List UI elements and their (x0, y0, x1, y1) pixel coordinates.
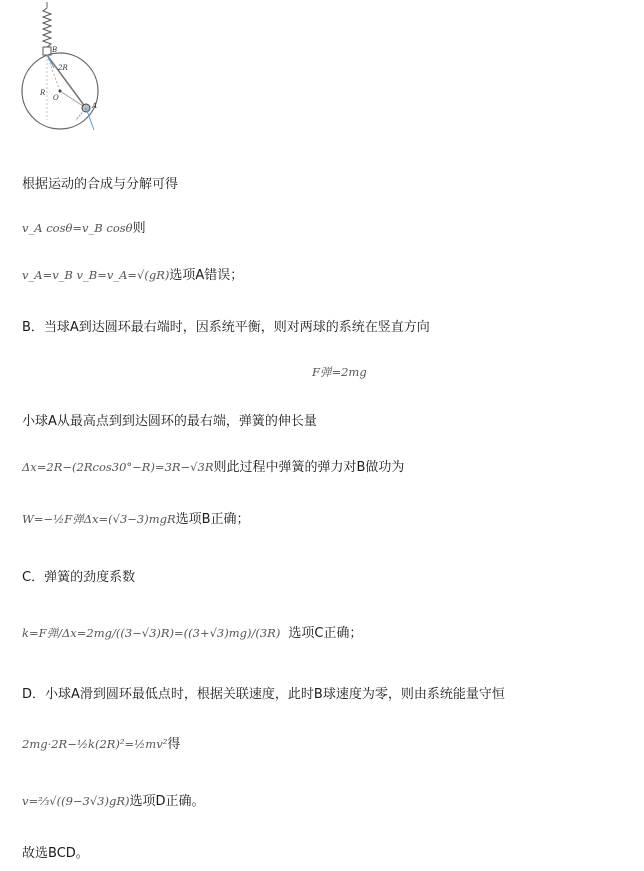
label-r: R (40, 89, 46, 97)
equation: v_A cosθ=v_B cosθ (22, 221, 133, 235)
equation-line-13 (22, 790, 205, 809)
equation-line-7 (22, 456, 404, 475)
label-2r: 2R (58, 64, 68, 72)
text-line-11: D．小球A滑到圆环最低点时，根据关联速度，此时B球速度为零，则由系统能量守恒 (22, 687, 505, 702)
equation: 2mg·2R−½k(2R)²=½mv² (22, 737, 168, 751)
physics-figure (14, 0, 144, 140)
equation: k=F弹/Δx=2mg/((3−√3)R)=((3+√3)mg)/(3R) (22, 626, 281, 640)
equation-line-2 (22, 217, 146, 236)
label-b: B (52, 46, 58, 54)
text: 得 (167, 737, 181, 752)
label-a: A (92, 102, 98, 110)
label-o: O (53, 94, 59, 102)
equation-line-5 (312, 364, 367, 380)
text: 选项B正确； (175, 512, 250, 527)
text: 选项D正确。 (129, 794, 205, 809)
text-line-14: 故选BCD。 (22, 846, 89, 861)
text-line-4: B．当球A到达圆环最右端时，因系统平衡，则对两球的系统在竖直方向 (22, 320, 430, 335)
equation: Δx=2R−(2Rcos30°−R)=3R−√3R (22, 460, 214, 474)
equation-line-3 (22, 264, 243, 283)
text: 则 (132, 221, 146, 236)
equation: v_A=v_B v_B=v_A=√(gR) (22, 268, 170, 282)
equation-line-10 (22, 622, 362, 641)
equation: F弹=2mg (312, 365, 367, 379)
text-line-1: 根据运动的合成与分解可得 (22, 177, 179, 192)
spring (43, 8, 51, 47)
equation-line-12 (22, 733, 180, 752)
equation-line-8 (22, 508, 250, 527)
text-line-9: C．弹簧的劲度系数 (22, 570, 136, 585)
equation: W=−½F弹Δx=(√3−3)mgR (22, 512, 176, 526)
text: 选项A错误； (169, 268, 244, 283)
text: 选项C正确； (288, 626, 363, 641)
equation: v=⅔√((9−3√3)gR) (22, 794, 130, 808)
text-line-6: 小球A从最高点到到达圆环的最右端，弹簧的伸长量 (22, 414, 317, 429)
text: 则此过程中弹簧的弹力对B做功为 (213, 460, 405, 475)
